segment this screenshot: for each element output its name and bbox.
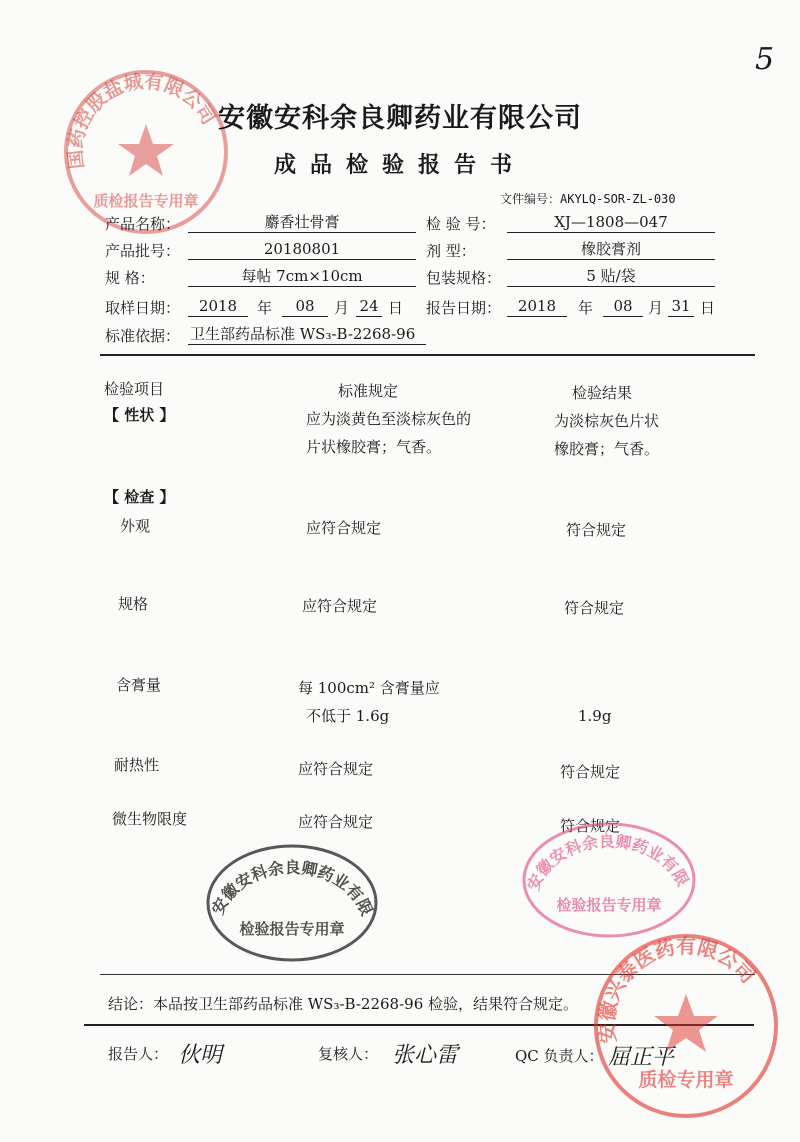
report-date-label: 报告日期： (426, 299, 502, 317)
day-char: 日 (388, 299, 404, 317)
stamp-ring-text: 安徽安科余良卿药业有限公司 (511, 805, 693, 894)
row-appearance-standard: 应符合规定 (306, 519, 382, 537)
svg-text:安徽安科余良卿药业有限公司 (196, 827, 377, 919)
stamp-inner-text: 检验报告专用章 (239, 920, 345, 938)
reviewer-signature: 张心雷 (392, 1043, 459, 1068)
spec-value: 每帖 7cm×10cm (188, 267, 416, 287)
character-result-line-1: 为淡棕灰色片状 (554, 412, 660, 430)
header-divider (100, 354, 755, 356)
character-standard-line-1: 应为淡黄色至淡棕灰色的 (306, 410, 472, 428)
check-heading: 【 检查 】 (104, 488, 175, 506)
col-result-header: 检验结果 (572, 384, 633, 402)
stamp-ring-text: 安徽安科余良卿药业有限公司 (195, 827, 377, 919)
qc-signature: 屈正平 (608, 1045, 675, 1070)
month-char: 月 (648, 299, 664, 317)
row-content-standard-line-1: 每 100cm² 含膏量应 (298, 679, 440, 697)
report-year: 2018 (507, 297, 567, 317)
stamp-ring-text: 国药控股盐城有限公司 (64, 70, 220, 170)
row-content-standard-line-2: 不低于 1.6g (306, 707, 390, 725)
row-heat-item: 耐热性 (114, 756, 160, 774)
product-name-value: 麝香壮骨膏 (188, 213, 416, 233)
package-value: 5 贴/袋 (507, 267, 715, 287)
row-spec-standard: 应符合规定 (302, 597, 378, 615)
row-spec-result: 符合规定 (564, 599, 625, 617)
sampling-month: 08 (282, 297, 328, 317)
month-char: 月 (334, 299, 350, 317)
row-microbe-standard: 应符合规定 (298, 813, 374, 831)
standard-label: 标准依据： (105, 327, 181, 345)
col-item-header: 检验项目 (104, 380, 165, 398)
reporter-label: 报告人： (108, 1045, 169, 1063)
inspection-stamp-pink (511, 805, 698, 940)
year-char: 年 (257, 299, 273, 317)
stamp-inner-text: 检验报告专用章 (556, 896, 662, 914)
product-name-label: 产品名称： (105, 215, 181, 233)
row-spec-item: 规格 (118, 595, 149, 613)
row-heat-standard: 应符合规定 (298, 760, 374, 778)
inspection-no-value: XJ—1808—047 (507, 213, 715, 233)
page-mark: 5 (755, 42, 775, 77)
character-standard-line-2: 片状橡胶膏；气香。 (306, 438, 442, 456)
batch-label: 产品批号： (105, 242, 181, 260)
reviewer-label: 复核人： (318, 1045, 379, 1063)
col-standard-header: 标准规定 (338, 382, 399, 400)
conclusion: 结论：本品按卫生部药品标准 WS₃-B-2268-96 检验，结果符合规定。 (108, 995, 579, 1013)
inspection-no-label: 检 验 号： (426, 215, 496, 233)
package-label: 包装规格： (426, 269, 502, 287)
row-content-item: 含膏量 (116, 676, 162, 694)
file-number: 文件编号：AKYLQ-SOR-ZL-030 (500, 192, 676, 206)
sampling-date-label: 取样日期： (105, 299, 181, 317)
row-appearance-result: 符合规定 (566, 521, 627, 539)
row-heat-result: 符合规定 (560, 763, 621, 781)
spec-label: 规 格： (105, 269, 155, 287)
row-content-result: 1.9g (578, 707, 612, 725)
inspection-stamp-black (195, 827, 380, 964)
day-char: 日 (700, 299, 716, 317)
row-microbe-result: 符合规定 (560, 817, 621, 835)
stamp-inner-text: 质检报告专用章 (93, 192, 199, 210)
character-heading: 【 性状 】 (104, 406, 175, 424)
row-microbe-item: 微生物限度 (112, 810, 188, 828)
sampling-day: 24 (356, 297, 382, 317)
character-result-line-2: 橡胶膏；气香。 (554, 440, 660, 458)
qc-label: QC 负责人： (515, 1047, 604, 1065)
document-title: 成品检验报告书 (273, 152, 526, 178)
standard-value: 卫生部药品标准 WS₃-B-2268-96 (188, 325, 426, 345)
report-day: 31 (668, 297, 694, 317)
report-month: 08 (603, 297, 643, 317)
row-appearance-item: 外观 (120, 517, 151, 535)
stamp-ring-text: 安徽兴泰医药有限公司 (594, 934, 761, 1045)
form-value: 橡胶膏剂 (507, 240, 715, 260)
sampling-year: 2018 (188, 297, 248, 317)
company-name: 安徽安科余良卿药业有限公司 (218, 103, 582, 134)
reporter-signature: 伙明 (178, 1043, 223, 1068)
form-label: 剂 型： (426, 242, 476, 260)
stamp-inner-text: 质检专用章 (638, 1069, 734, 1091)
quality-stamp-bottom-right (590, 930, 782, 1122)
stamp-star-icon (654, 994, 718, 1052)
batch-value: 20180801 (188, 240, 416, 260)
year-char: 年 (578, 299, 594, 317)
